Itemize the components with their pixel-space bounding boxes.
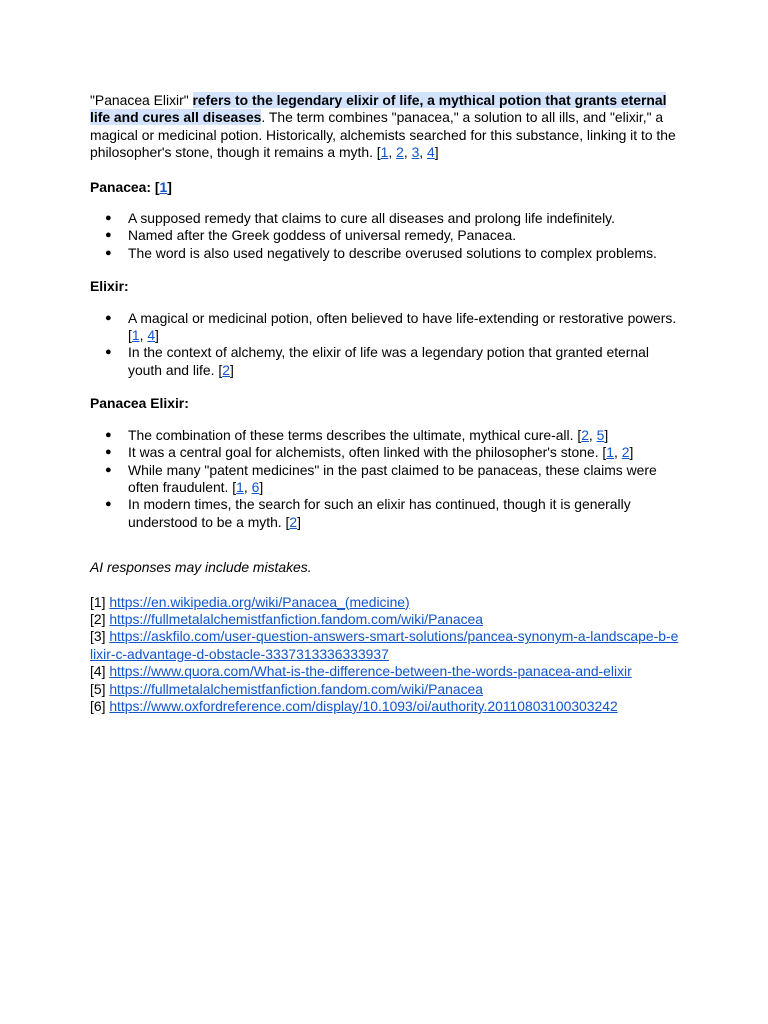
intro-paragraph <box>90 92 680 162</box>
list-item: ● Named after the Greek goddess of universal remedy, Panacea. <box>128 227 680 244</box>
citation-link[interactable]: 4 <box>427 144 435 161</box>
intro-rest: . The term combines "panacea," a solution to all ills, and "elixir," a magical or medicinal potion. Historically, alchemists searched for this substance, linking it to the philosopher's stone, though it remains a myth. <box>90 109 676 161</box>
panacea-elixir-list <box>90 427 680 531</box>
citation-link[interactable]: 4 <box>147 327 156 344</box>
citation-link[interactable]: 1 <box>159 178 168 195</box>
reference-item: [1] https://en.wikipedia.org/wiki/Panacea_(medicine) <box>90 593 410 610</box>
reference-item: [3] https://askfilo.com/user-question-answers-smart-solutions/pancea-synonym-a-landscape-b-elixir-c-advantage-d-obstacle-3337313336333937 <box>90 628 679 662</box>
reference-link[interactable]: https://www.quora.com/What-is-the-difference-between-the-words-panacea-and-elixir <box>109 663 632 680</box>
reference-item: [2] https://fullmetalalchemistfanfiction.fandom.com/wiki/Panacea <box>90 610 483 627</box>
list-item: ● The word is also used negatively to describe overused solutions to complex problems. <box>128 245 680 262</box>
list-item: ● In the context of alchemy, the elixir of life was a legendary potion that granted eternal youth and life. [2] <box>128 344 680 379</box>
citation-link[interactable]: 6 <box>251 478 260 495</box>
list-item: ● A supposed remedy that claims to cure all diseases and prolong life indefinitely. <box>128 210 680 227</box>
citation-link[interactable]: 1 <box>380 144 389 161</box>
reference-link[interactable]: https://fullmetalalchemistfanfiction.fandom.com/wiki/Panacea <box>109 610 483 627</box>
reference-link[interactable]: https://fullmetalalchemistfanfiction.fandom.com/wiki/Panacea <box>109 680 483 697</box>
list-item: ● It was a central goal for alchemists, often linked with the philosopher's stone. [1, 2] <box>128 444 680 461</box>
citation-link[interactable]: 2 <box>289 513 298 530</box>
document-page <box>90 92 680 715</box>
reference-link[interactable]: https://askfilo.com/user-question-answers-smart-solutions/pancea-synonym-a-landscape-b-elixir-c-advantage-d-obstacle-3337313336333937 <box>90 628 679 662</box>
elixir-list <box>90 310 680 380</box>
list-item: ● A magical or medicinal potion, often believed to have life-extending or restorative powers. [1, 4] <box>128 310 680 345</box>
reference-link[interactable]: https://en.wikipedia.org/wiki/Panacea_(medicine) <box>109 593 410 610</box>
citation-link[interactable]: 2 <box>621 444 630 461</box>
citation-link[interactable]: 2 <box>581 426 589 443</box>
list-item: ● The combination of these terms describes the ultimate, mythical cure-all. [2, 5] <box>128 427 680 444</box>
citation-link[interactable]: 3 <box>411 144 420 161</box>
citation-link[interactable]: 2 <box>222 361 230 378</box>
reference-link[interactable]: https://www.oxfordreference.com/display/10.1093/oi/authority.20110803100303242 <box>109 697 618 714</box>
citation-link[interactable]: 5 <box>596 426 605 443</box>
list-item: ● While many "patent medicines" in the past claimed to be panaceas, these claims were often fraudulent. [1, 6] <box>128 462 680 497</box>
section-heading-panacea-elixir: Panacea Elixir: <box>90 395 189 412</box>
reference-item: [4] https://www.quora.com/What-is-the-difference-between-the-words-panacea-and-elixir <box>90 663 632 680</box>
ai-disclaimer: AI responses may include mistakes. <box>90 559 312 576</box>
citation-link[interactable]: 1 <box>236 478 244 495</box>
section-heading-panacea: Panacea: [1] <box>90 178 172 195</box>
intro-lead: "Panacea Elixir" <box>90 92 193 108</box>
intro-citations: [1, 2, 3, 4] <box>376 144 439 161</box>
intro-highlight: refers to the legendary elixir of life, a mythical potion that grants eternal life and cures all diseases <box>90 92 667 126</box>
panacea-list <box>90 210 680 262</box>
citation-link[interactable]: 1 <box>606 444 615 461</box>
reference-item: [6] https://www.oxfordreference.com/display/10.1093/oi/authority.20110803100303242 <box>90 697 618 714</box>
citation-link[interactable]: 2 <box>396 144 404 161</box>
reference-item: [5] https://fullmetalalchemistfanfiction.fandom.com/wiki/Panacea <box>90 680 483 697</box>
reference-list <box>90 594 680 716</box>
citation-link[interactable]: 1 <box>131 327 140 344</box>
section-heading-elixir: Elixir: <box>90 278 129 295</box>
list-item: ● In modern times, the search for such an elixir has continued, though it is generally understood to be a myth. [2] <box>128 496 680 531</box>
